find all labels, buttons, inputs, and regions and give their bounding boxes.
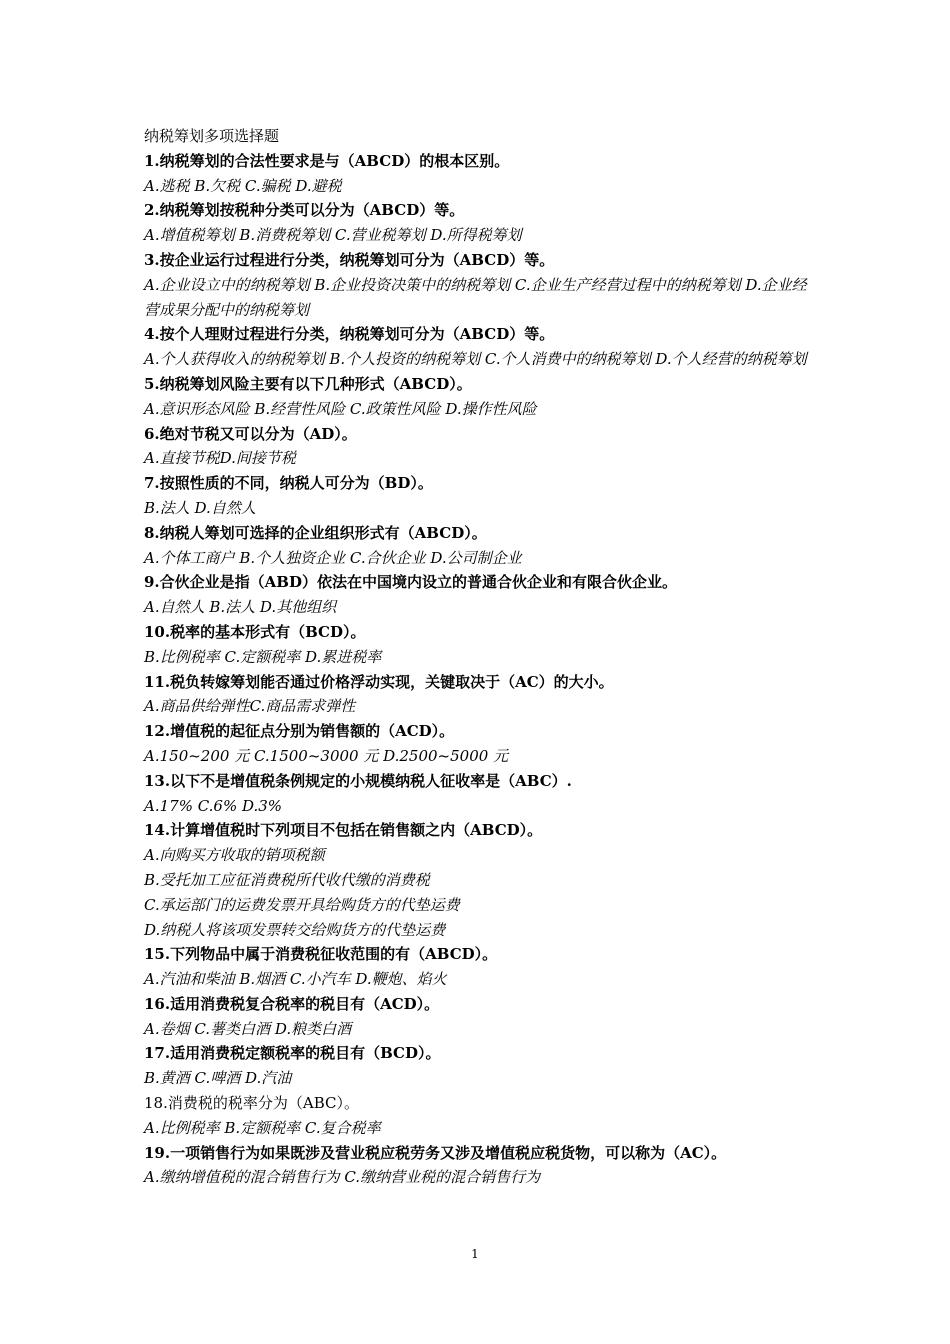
- answer-4: A.个人获得收入的纳税筹划 B.个人投资的纳税筹划 C.个人消费中的纳税筹划 D.个人经营的纳税筹划: [144, 350, 807, 369]
- answer-14-c: C.承运部门的运费发票开具给购货方的代垫运费: [144, 895, 460, 914]
- answer-6: A.直接节税D.间接节税: [144, 449, 296, 468]
- question-5: 5.纳税筹划风险主要有以下几种形式（ABCD）。: [144, 374, 472, 393]
- answer-16: A.卷烟 C.薯类白酒 D.粮类白酒: [144, 1019, 352, 1038]
- answer-14-b: B.受托加工应征消费税所代收代缴的消费税: [144, 870, 430, 889]
- answer-3: A.企业设立中的纳税筹划 B.企业投资决策中的纳税筹划 C.企业生产经营过程中的纳税筹划 D.企业经营成果分配中的纳税筹划: [144, 275, 807, 319]
- answer-12: A.150~200 元 C.1500~3000 元 D.2500~5000 元: [144, 746, 509, 765]
- document-title: 纳税筹划多项选择题: [144, 127, 280, 145]
- answer-18: A.比例税率 B.定额税率 C.复合税率: [144, 1118, 381, 1137]
- answer-19: A.缴纳增值税的混合销售行为 C.缴纳营业税的混合销售行为: [144, 1168, 541, 1187]
- question-16: 16.适用消费税复合税率的税目有（ACD）。: [144, 994, 440, 1013]
- question-11: 11.税负转嫁筹划能否通过价格浮动实现，关键取决于（AC）的大小。: [144, 672, 614, 691]
- question-17: 17.适用消费税定额税率的税目有（BCD）。: [144, 1044, 441, 1063]
- question-15: 15.下列物品中属于消费税征收范围的有（ABCD）。: [144, 945, 498, 964]
- answer-14-a: A.向购买方收取的销项税额: [144, 846, 325, 865]
- answer-5: A.意识形态风险 B.经营性风险 C.政策性风险 D.操作性风险: [144, 399, 537, 418]
- answer-13: A.17% C.6% D.3%: [144, 796, 283, 815]
- document-body: [144, 124, 814, 1190]
- question-1: 1.纳税筹划的合法性要求是与（ABCD）的根本区别。: [144, 151, 510, 170]
- question-6: 6.绝对节税又可以分为（AD）。: [144, 424, 357, 443]
- question-7: 7.按照性质的不同，纳税人可分为（BD）。: [144, 474, 433, 493]
- answer-11: A.商品供给弹性C.商品需求弹性: [144, 697, 356, 716]
- answer-10: B.比例税率 C.定额税率 D.累进税率: [144, 647, 382, 666]
- answer-7: B.法人 D.自然人: [144, 498, 256, 517]
- page-number: 1: [471, 1247, 479, 1261]
- question-10: 10.税率的基本形式有（BCD）。: [144, 622, 366, 641]
- question-12: 12.增值税的起征点分别为销售额的（ACD）。: [144, 722, 455, 741]
- question-19: 19.一项销售行为如果既涉及营业税应税劳务又涉及增值税应税货物，可以称为（AC）。: [144, 1143, 727, 1162]
- question-13: 13.以下不是增值税条例规定的小规模纳税人征收率是（ABC）.: [144, 771, 572, 790]
- answer-17: B.黄酒 C.啤酒 D.汽油: [144, 1069, 292, 1088]
- question-2: 2.纳税筹划按税种分类可以分为（ABCD）等。: [144, 201, 465, 220]
- answer-14-d: D.纳税人将该项发票转交给购货方的代垫运费: [144, 920, 446, 939]
- question-4: 4.按个人理财过程进行分类，纳税筹划可分为（ABCD）等。: [144, 325, 555, 344]
- answer-15: A.汽油和柴油 B.烟酒 C.小汽车 D.鞭炮、焰火: [144, 970, 447, 989]
- question-18: 18.消费税的税率分为（ABC）。: [144, 1094, 359, 1113]
- answer-9: A.自然人 B.法人 D.其他组织: [144, 598, 337, 617]
- answer-2: A.增值税筹划 B.消费税筹划 C.营业税筹划 D.所得税筹划: [144, 226, 522, 245]
- answer-8: A.个体工商户 B.个人独资企业 C.合伙企业 D.公司制企业: [144, 548, 522, 567]
- question-8: 8.纳税人筹划可选择的企业组织形式有（ABCD）。: [144, 523, 487, 542]
- answer-1: A.逃税 B.欠税 C.骗税 D.避税: [144, 176, 342, 195]
- question-9: 9.合伙企业是指（ABD）依法在中国境内设立的普通合伙企业和有限合伙企业。: [144, 573, 677, 592]
- question-14: 14.计算增值税时下列项目不包括在销售额之内（ABCD）。: [144, 821, 543, 840]
- question-3: 3.按企业运行过程进行分类，纳税筹划可分为（ABCD）等。: [144, 250, 555, 269]
